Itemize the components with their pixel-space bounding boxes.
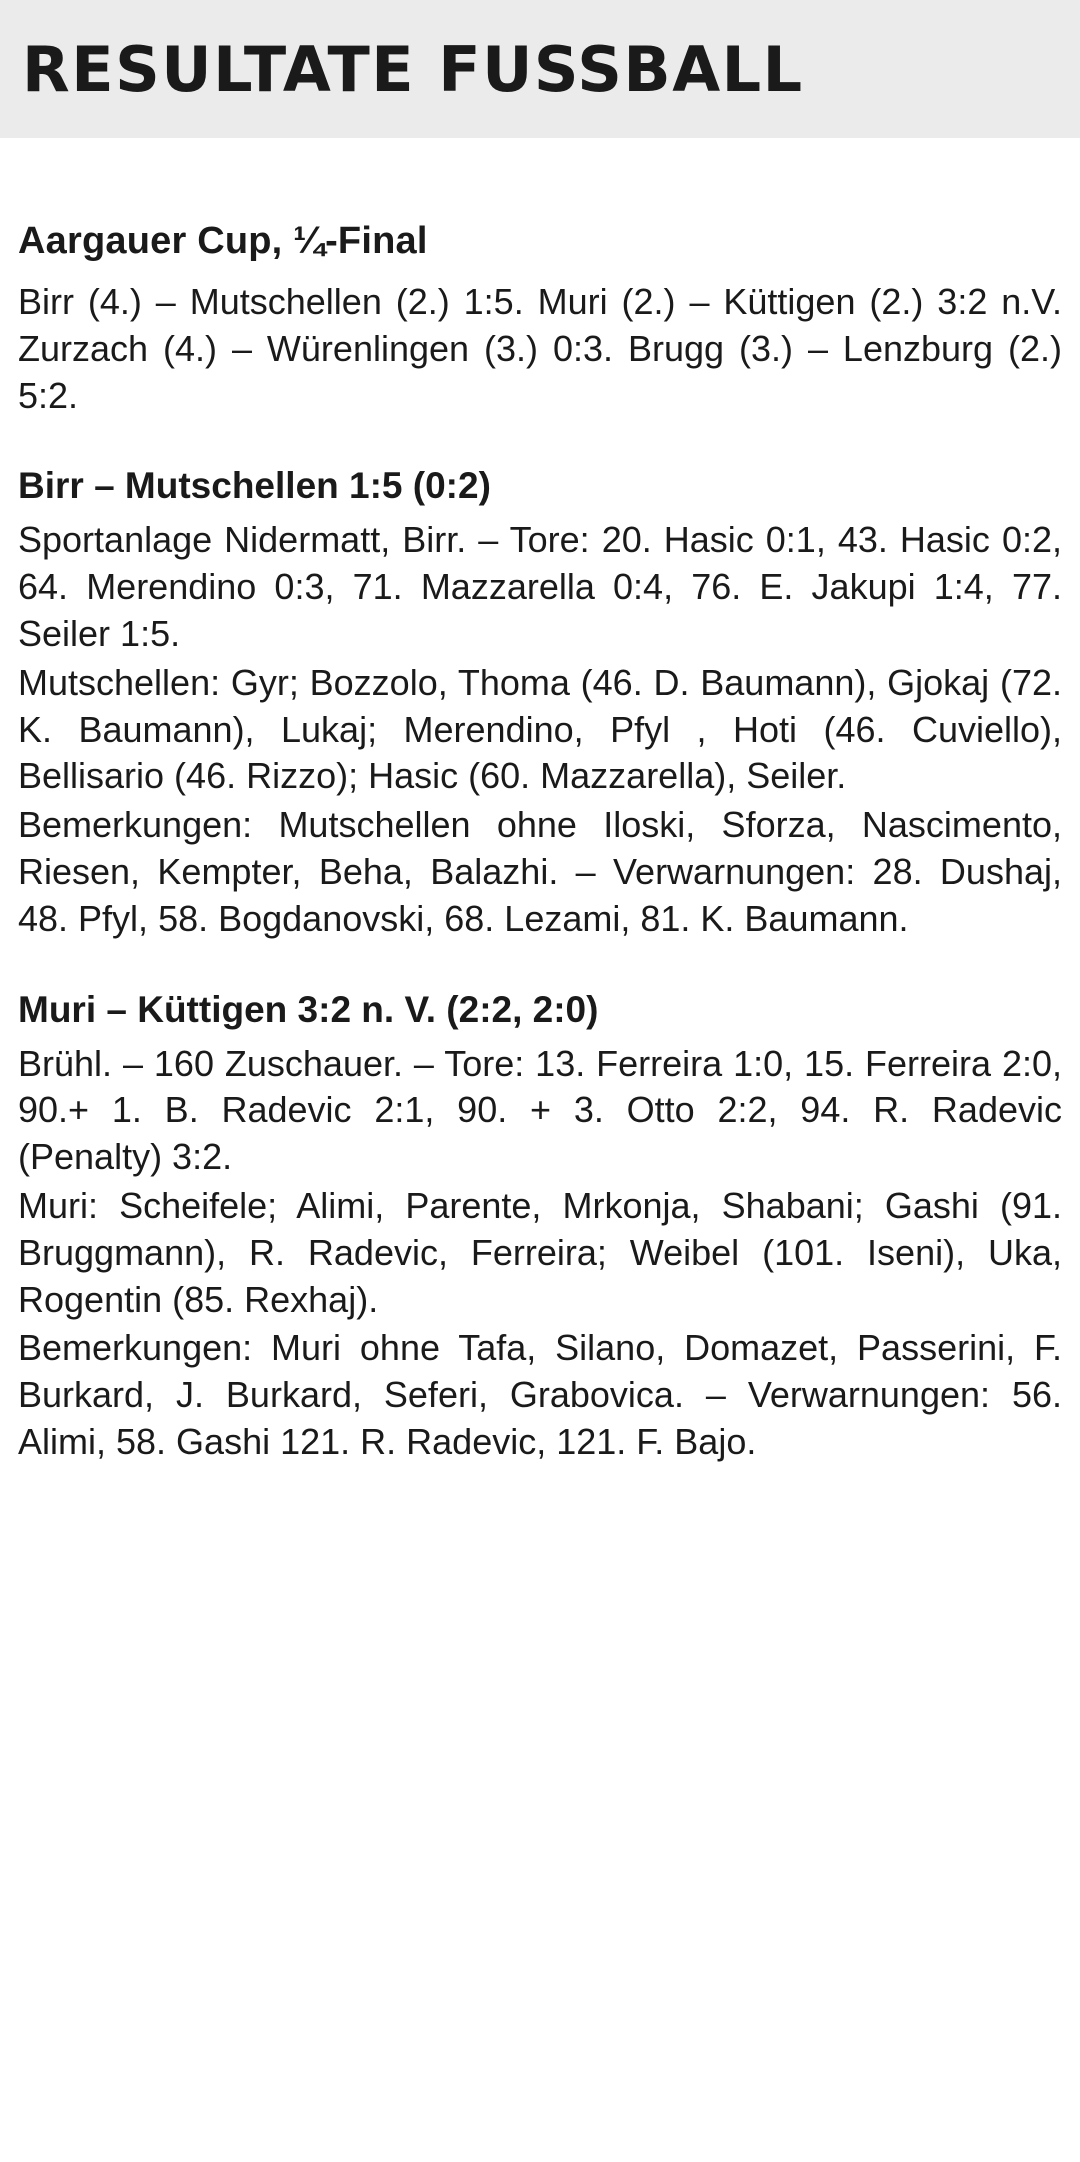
match-notes: Bemerkungen: Muri ohne Tafa, Silano, Domazet, Passerini, F. Burkard, J. Burkard, Seferi, Grabovica. – Verwarnungen: 56. Alimi, 58. Gashi 121. R. Radevic, 121. F. Bajo. bbox=[18, 1327, 1062, 1462]
section-title-cup: Aargauer Cup, ¼-Final bbox=[18, 220, 428, 262]
article-content bbox=[0, 220, 1080, 1468]
match-report-muri-kuettigen bbox=[18, 1041, 1062, 1468]
match-facts: Sportanlage Nidermatt, Birr. – Tore: 20. Hasic 0:1, 43. Hasic 0:2, 64. Merendino 0:3, 71. Mazzarella 0:4, 76. E. Jakupi 1:4, 77. Seiler 1:5. bbox=[18, 519, 1062, 654]
masthead bbox=[0, 0, 1080, 138]
match-report-birr-mutschellen bbox=[18, 517, 1062, 942]
match-facts: Brühl. – 160 Zuschauer. – Tore: 13. Ferreira 1:0, 15. Ferreira 2:0, 90.+ 1. B. Radevic 2:1, 90. + 3. Otto 2:2, 94. R. Radevic (Penalty) 3:2. bbox=[18, 1042, 1062, 1178]
match-heading-birr-mutschellen: Birr – Mutschellen 1:5 (0:2) bbox=[18, 465, 491, 507]
match-lineup: Muri: Scheifele; Alimi, Parente, Mrkonja, Shabani; Gashi (91. Bruggmann), R. Radevic, Ferreira; Weibel (101. Iseni), Uka, Rogentin (85. Rexhaj). bbox=[18, 1184, 1062, 1320]
match-heading-muri-kuettigen: Muri – Küttigen 3:2 n. V. (2:2, 2:0) bbox=[18, 988, 599, 1030]
match-lineup: Mutschellen: Gyr; Bozzolo, Thoma (46. D. Baumann), Gjokaj (72. K. Baumann), Lukaj; Merendino, Pfyl , Hoti (46. Cuviello), Bellisario (46. Rizzo); Hasic (60. Mazzarella), Seiler. bbox=[18, 661, 1062, 797]
section-summary-cup: Birr (4.) – Mutschellen (2.) 1:5. Muri (2.) – Küttigen (2.) 3:2 n.V. Zurzach (4.) – Würenlingen (3.) 0:3. Brugg (3.) – Lenzburg (2.) 5:2. bbox=[18, 281, 1062, 416]
page-title: RESULTATE FUSSBALL bbox=[22, 32, 804, 106]
match-notes: Bemerkungen: Mutschellen ohne Iloski, Sforza, Nascimento, Riesen, Kempter, Beha, Balazhi. – Verwarnungen: 28. Dushaj, 48. Pfyl, 58. Bogdanovski, 68. Lezami, 81. K. Baumann. bbox=[18, 804, 1062, 939]
